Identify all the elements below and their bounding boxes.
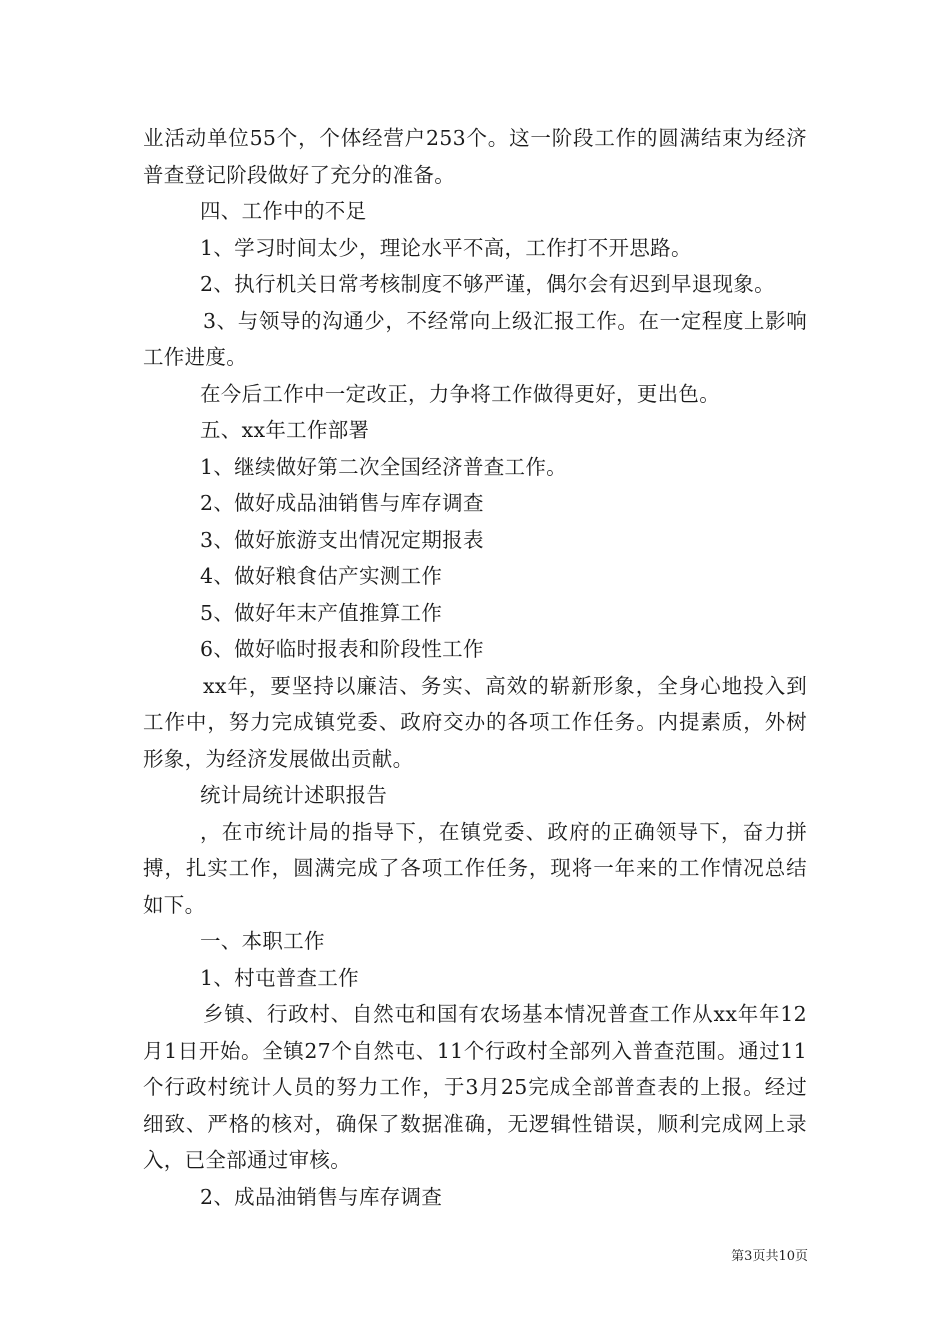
list-item-plan-2: 2、做好成品油销售与库存调查 bbox=[200, 491, 484, 515]
paragraph-village-census: 乡镇、行政村、自然屯和国有农场基本情况普查工作从xx年年12月1日开始。全镇27个自然屯、11个行政村全部列入普查范围。通过11个行政村统计人员的努力工作，于3月25完成全部普查表的上报。经过细致、严格的核对，确保了数据准确，无逻辑性错误，顺利完成网上录入，已全部通过审核。 bbox=[143, 1002, 807, 1172]
subheading-oil-survey: 2、成品油销售与库存调查 bbox=[200, 1184, 443, 1209]
list-item-shortcoming-2: 2、执行机关日常考核制度不够严谨，偶尔会有迟到早退现象。 bbox=[200, 272, 775, 296]
list-item-plan-5: 5、做好年末产值推算工作 bbox=[200, 600, 443, 625]
list-item-shortcoming-3: 3、与领导的沟通少，不经常向上级汇报工作。在一定程度上影响工作进度。 bbox=[143, 308, 807, 369]
list-item-plan-4: 4、做好粮食估产实测工作 bbox=[200, 564, 443, 588]
section-heading-duties: 一、本职工作 bbox=[200, 929, 325, 953]
list-item-plan-6: 6、做好临时报表和阶段性工作 bbox=[200, 637, 484, 661]
paragraph-commitment: xx年，要坚持以廉洁、务实、高效的崭新形象，全身心地投入到工作中，努力完成镇党委、政府交办的各项工作任务。内提素质，外树形象，为经济发展做出贡献。 bbox=[143, 673, 807, 771]
list-item-plan-3: 3、做好旅游支出情况定期报表 bbox=[200, 527, 484, 552]
document-body bbox=[143, 120, 807, 1215]
section-heading-shortcomings: 四、工作中的不足 bbox=[200, 199, 367, 223]
paragraph-continuation: 业活动单位55个，个体经营户253个。这一阶段工作的圆满结束为经济普查登记阶段做好了充分的准备。 bbox=[143, 126, 807, 187]
page-number: 第3页共10页 bbox=[731, 1249, 808, 1264]
paragraph-improvement: 在今后工作中一定改正，力争将工作做得更好，更出色。 bbox=[200, 381, 720, 406]
section-heading-plan: 五、xx年工作部署 bbox=[200, 418, 370, 442]
list-item-shortcoming-1: 1、学习时间太少，理论水平不高，工作打不开思路。 bbox=[200, 235, 692, 260]
subheading-village-census: 1、村屯普查工作 bbox=[200, 965, 359, 990]
report-title: 统计局统计述职报告 bbox=[200, 783, 388, 807]
list-item-plan-1: 1、继续做好第二次全国经济普查工作。 bbox=[200, 454, 567, 479]
paragraph-introduction: ，在市统计局的指导下，在镇党委、政府的正确领导下，奋力拼搏，扎实工作，圆满完成了各项工作任务，现将一年来的工作情况总结如下。 bbox=[143, 819, 807, 917]
